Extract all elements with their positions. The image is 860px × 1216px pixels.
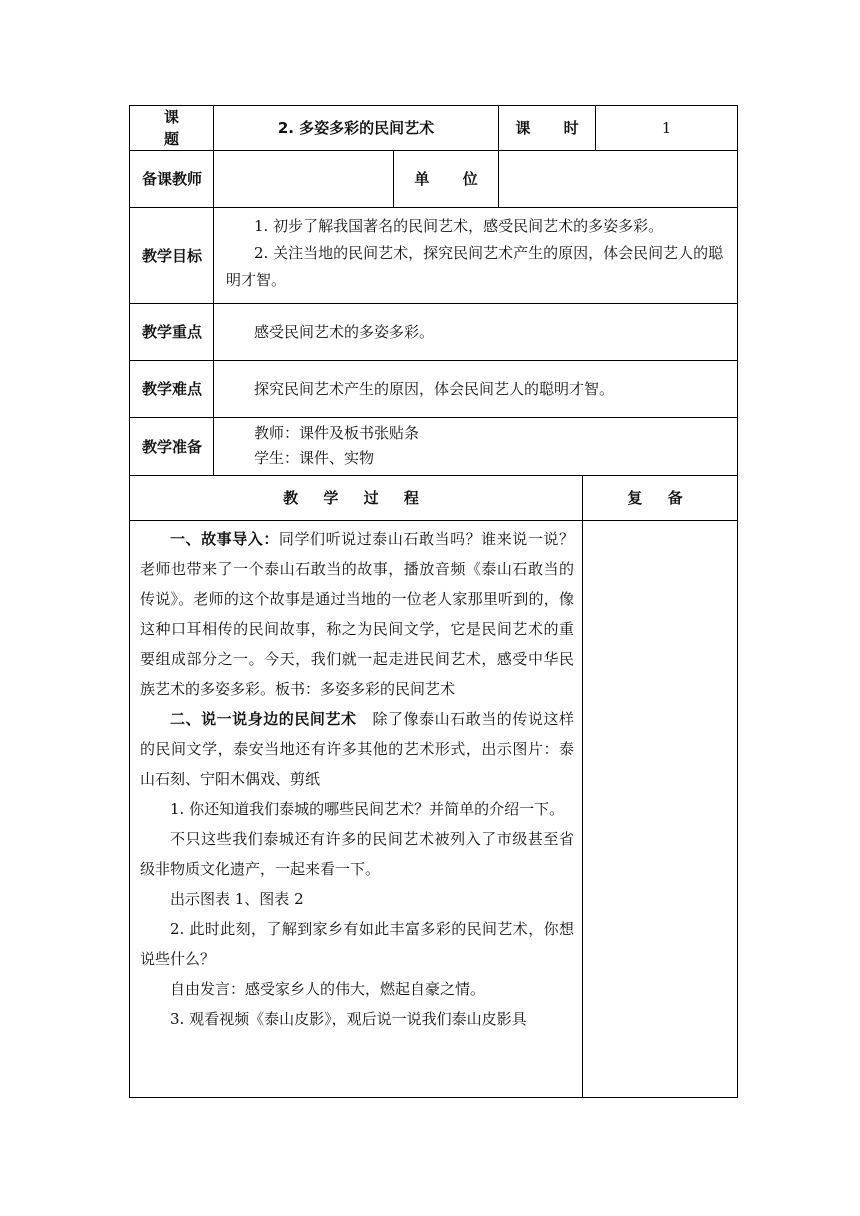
- goals-content: [226, 213, 730, 301]
- goal-item: 1. 初步了解我国著名的民间艺术，感受民间艺术的多姿多彩。: [254, 217, 664, 235]
- preparation-label: 教学准备: [141, 437, 202, 456]
- paragraph: 不只这些我们泰城还有许多的民间艺术被列入了市级甚至省级非物质文化遗产，一起来看一下。: [140, 830, 574, 878]
- paragraph: 自由发言：感受家乡人的伟大，燃起自豪之情。: [170, 980, 486, 998]
- hours-label: 课 时: [515, 119, 593, 137]
- goals-label: 教学目标: [141, 246, 202, 265]
- notes-content: [583, 521, 737, 1097]
- goal-item: 2. 关注当地的民间艺术，探究民间艺术产生的原因，体会民间艺人的聪明才智。: [226, 244, 724, 289]
- unit-value: [499, 151, 737, 207]
- teacher-label: 备课教师: [141, 170, 202, 188]
- process-content: [140, 524, 574, 1096]
- difficulties-content: 探究民间艺术产生的原因，体会民间艺人的聪明才智。: [254, 380, 615, 398]
- table-border: [129, 417, 738, 418]
- paragraph: 出示图表 1、图表 2: [170, 890, 304, 908]
- preparation-content: [226, 421, 730, 473]
- paragraph: 2. 此时此刻，了解到家乡有如此丰富多彩的民间艺术，你想说些什么？: [140, 920, 574, 968]
- table-border: [129, 1097, 738, 1098]
- notes-label: 复 备: [627, 489, 693, 507]
- section-local-arts: 二、说一说身边的民间艺术 除了像泰山石敢当的传说这样的民间文学，泰安当地还有许多其他的艺术形式，出示图片：泰山石刻、宁阳木偶戏、剪纸: [140, 710, 574, 788]
- unit-label: 单 位: [414, 170, 492, 188]
- section-title: 一、故事导入：: [170, 530, 279, 548]
- hours-value: 1: [661, 119, 672, 137]
- key-points-label: 教学重点: [141, 323, 202, 341]
- topic-value: 2. 多姿多彩的民间艺术: [277, 119, 435, 137]
- key-points-content: 感受民间艺术的多姿多彩。: [254, 323, 435, 341]
- table-border: [129, 207, 738, 208]
- teacher-value: [214, 151, 393, 207]
- prep-student: 学生：课件、实物: [254, 449, 375, 467]
- paragraph: 1. 你还知道我们泰城的哪些民间艺术？并简单的介绍一下。: [170, 800, 565, 818]
- difficulties-label: 教学难点: [141, 380, 202, 398]
- topic-label: 课 题: [163, 108, 193, 148]
- prep-teacher: 教师：课件及板书张贴条: [254, 424, 420, 442]
- section-title: 二、说一说身边的民间艺术: [170, 710, 357, 728]
- paragraph: 3. 观看视频《泰山皮影》，观后说一说我们泰山皮影具: [170, 1010, 527, 1028]
- table-border: [129, 105, 130, 1098]
- table-border: [737, 105, 738, 1098]
- process-label: 教 学 过 程: [283, 489, 429, 507]
- section-intro: 一、故事导入：同学们听说过泰山石敢当吗？谁来说一说？老师也带来了一个泰山石敢当的故事，播放音频《泰山石敢当的传说》。老师的这个故事是通过当地的一位老人家那里听到的，像这种口耳相传的民间故事，称之为民间文学，它是民间艺术的重要组成部分之一。今天，我们就一起走进民间艺术，感受中华民族艺术的多姿多彩。板书：多姿多彩的民间艺术: [140, 530, 574, 698]
